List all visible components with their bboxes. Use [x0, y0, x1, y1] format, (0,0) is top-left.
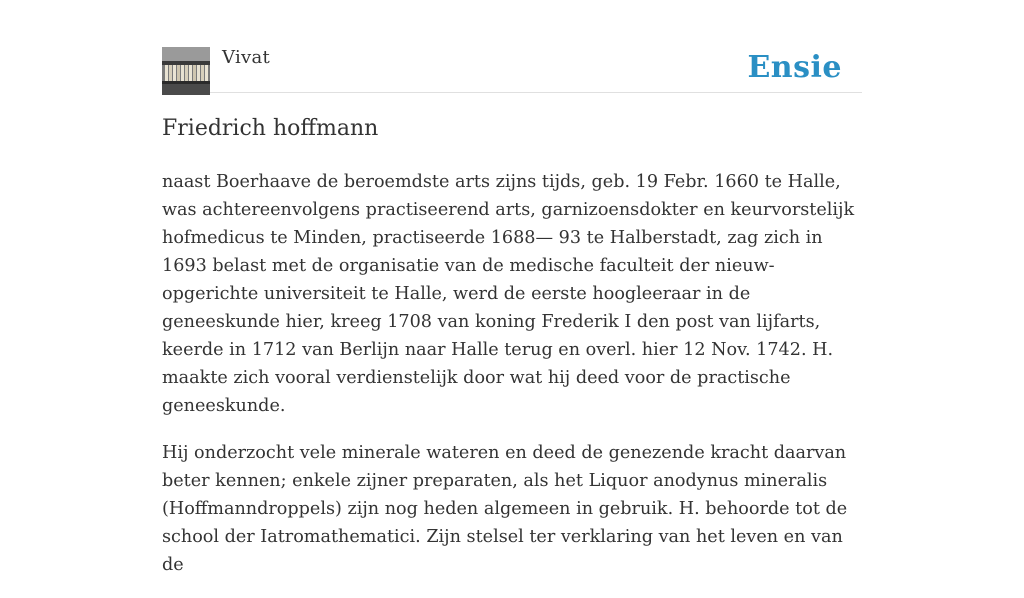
author-name[interactable]: Vivat — [222, 47, 271, 68]
bookshelf-avatar-icon[interactable] — [162, 47, 210, 95]
article-body — [162, 168, 862, 598]
article-title: Friedrich hoffmann — [162, 116, 379, 141]
bookshelf-icon — [162, 47, 210, 95]
brand-logo[interactable]: Ensie — [747, 50, 842, 85]
article-header — [162, 46, 862, 93]
article-paragraph: Hij onderzocht vele minerale wateren en deed de genezende kracht daarvan beter kennen; enkele zijner preparaten, als het Liquor anodynus mineralis (Hoffmanndroppels) zijn nog heden algemeen in gebruik. H. behoorde tot de school der Iatromathematici. Zijn stelsel ter verklaring van het leven en van de — [162, 443, 848, 575]
article-paragraph: naast Boerhaave de beroemdste arts zijns tijds, geb. 19 Febr. 1660 te Halle, was achtereenvolgens practiseerend arts, garnizoensdokter en keurvorstelijk hofmedicus te Minden, practiseerde 1688— 93 te Halberstadt, zag zich in 1693 belast met de organisatie van de medische faculteit der nieuw-opgerichte universiteit te Halle, werd de eerste hoogleeraar in de geneeskunde hier, kreeg 1708 van koning Frederik I den post van lijfarts, keerde in 1712 van Berlijn naar Halle terug en overl. hier 12 Nov. 1742. H. maakte zich vooral verdienstelijk door wat hij deed voor de practische geneeskunde. — [162, 172, 855, 416]
